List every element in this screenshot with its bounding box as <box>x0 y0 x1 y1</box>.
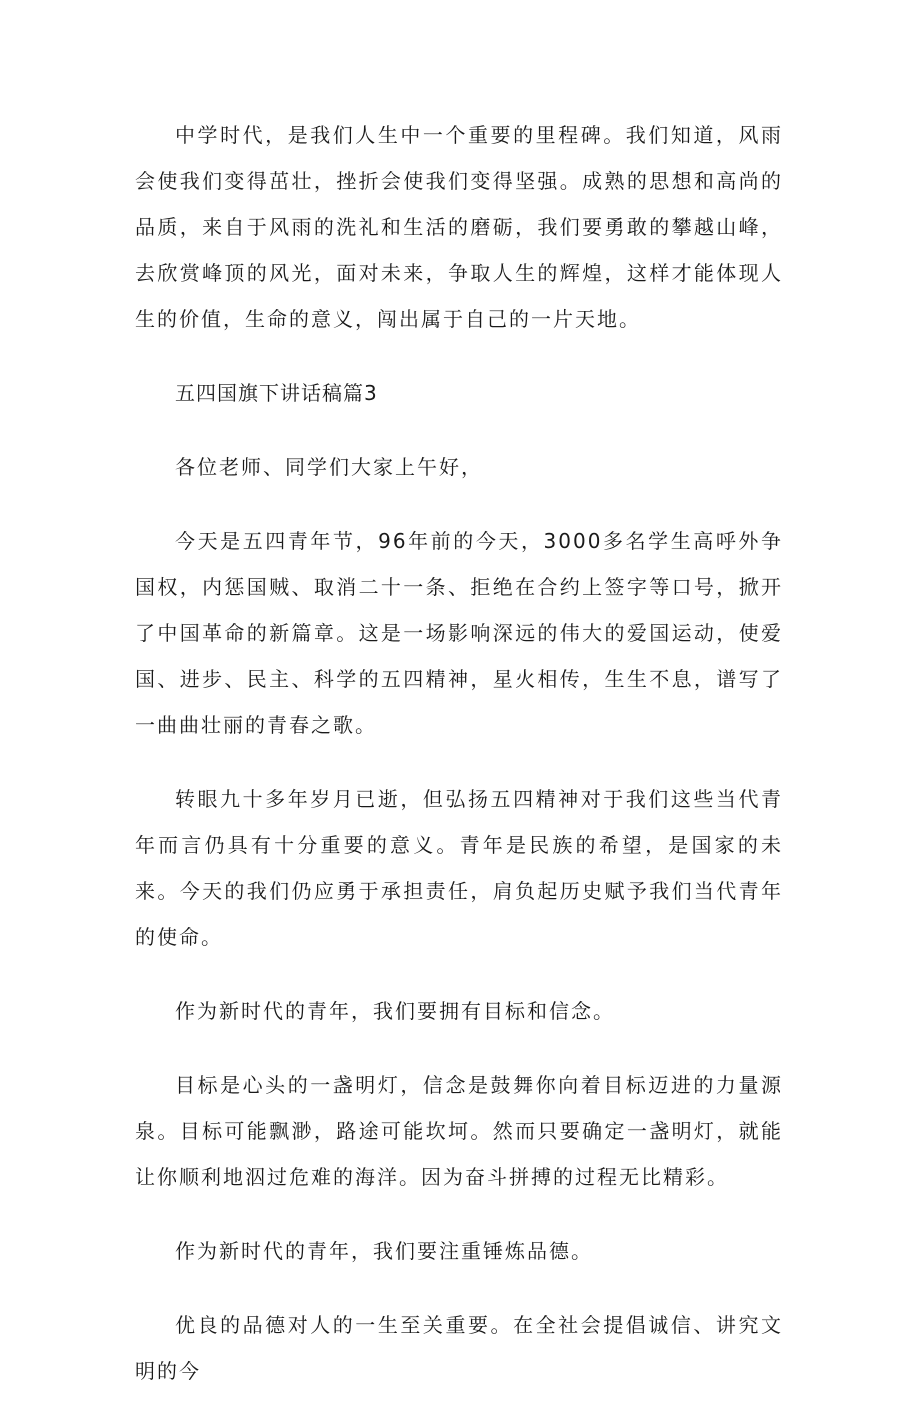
paragraph-greeting: 各位老师、同学们大家上午好， <box>175 455 483 479</box>
paragraph-responsibility: 转眼九十多年岁月已逝，但弘扬五四精神对于我们这些当代青年而言仍具有十分重要的意义。青年是民族的希望，是国家的未来。今天的我们仍应勇于承担责任，肩负起历史赋予我们当代青年的使命。 <box>135 787 783 949</box>
paragraph-morality: 优良的品德对人的一生至关重要。在全社会提倡诚信、讲究文明的今 <box>135 1313 783 1383</box>
paragraph-may-fourth: 今天是五四青年节，96年前的今天，3000多名学生高呼外争国权，内惩国贼、取消二十一条、拒绝在合约上签字等口号，掀开了中国革命的新篇章。这是一场影响深远的伟大的爱国运动，使爱国、进步、民主、科学的五四精神，星火相传，生生不息，谱写了一曲曲壮丽的青春之歌。 <box>135 529 783 737</box>
paragraph-goals: 目标是心头的一盏明灯，信念是鼓舞你向着目标迈进的力量源泉。目标可能飘渺，路途可能坎坷。然而只要确定一盏明灯，就能让你顺利地泅过危难的海洋。因为奋斗拼搏的过程无比精彩。 <box>135 1073 783 1189</box>
section-heading: 五四国旗下讲话稿篇3 <box>175 381 378 405</box>
paragraph-goals-heading: 作为新时代的青年，我们要拥有目标和信念。 <box>175 999 615 1023</box>
paragraph-morality-heading: 作为新时代的青年，我们要注重锤炼品德。 <box>175 1239 593 1263</box>
document-body <box>135 112 783 1422</box>
paragraph-milestone: 中学时代，是我们人生中一个重要的里程碑。我们知道，风雨会使我们变得茁壮，挫折会使我们变得坚强。成熟的思想和高尚的品质，来自于风雨的洗礼和生活的磨砺，我们要勇敢的攀越山峰，去欣赏峰顶的风光，面对未来，争取人生的辉煌，这样才能体现人生的价值，生命的意义，闯出属于自己的一片天地。 <box>135 123 783 331</box>
